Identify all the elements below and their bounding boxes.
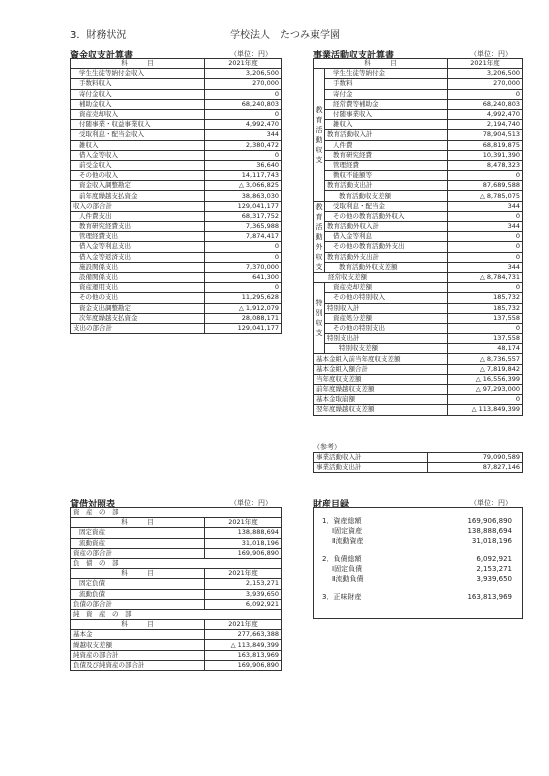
table-row — [71, 191, 282, 201]
property-label: 3．正味財産 — [322, 593, 362, 601]
row-label: 負債の部合計 — [71, 599, 205, 609]
row-label: 管理経費支出 — [71, 232, 205, 242]
table-row — [71, 589, 282, 599]
table-row — [314, 140, 523, 150]
table-row — [71, 609, 282, 619]
col-year-header: 2021年度 — [205, 59, 282, 69]
table-row — [314, 160, 523, 170]
row-label: その他の支出 — [71, 293, 205, 303]
summary-value: △ 97,293,000 — [448, 385, 523, 395]
reference-table — [313, 452, 523, 473]
row-value: 31,018,196 — [205, 538, 282, 548]
row-value: 7,874,417 — [205, 232, 282, 242]
table-row — [71, 262, 282, 272]
property-value: 31,018,196 — [471, 537, 512, 545]
row-label: 寄付金 — [325, 89, 448, 99]
cashflow-title: 資金収支計算書 — [70, 51, 134, 61]
balance-table — [70, 507, 282, 671]
row-label: 受取利息・配当金 — [325, 201, 448, 211]
table-row — [71, 242, 282, 252]
row-value: 129,041,177 — [205, 201, 282, 211]
table-row — [71, 579, 282, 589]
row-label: 教育活動外収入計 — [325, 222, 448, 232]
table-row — [71, 630, 282, 640]
row-label: 教育活動収支差額 — [325, 191, 448, 201]
row-label: 固定負債 — [71, 579, 205, 589]
row-value: 3,939,650 — [205, 589, 282, 599]
property-list — [313, 507, 523, 619]
row-label: その他の教育活動外支出 — [325, 242, 448, 252]
table-row — [71, 528, 282, 538]
table-row — [314, 344, 523, 354]
table-row — [314, 293, 523, 303]
row-label: その他の教育活動外収入 — [325, 211, 448, 221]
property-value: 163,813,969 — [467, 593, 512, 601]
row-label: 資産の部合計 — [71, 548, 205, 558]
table-row — [314, 323, 523, 333]
reference-label: 事業活動収入計 — [314, 453, 428, 463]
row-label: その他の特別収入 — [325, 293, 448, 303]
col-year-header: 2021年度 — [448, 59, 523, 69]
reference-value: 87,827,146 — [427, 463, 522, 473]
row-value: 0 — [205, 252, 282, 262]
row-value: 344 — [448, 262, 523, 272]
table-row — [71, 79, 282, 89]
property-title: 財産目録 — [313, 500, 350, 510]
property-label: Ⅰ固定資産 — [332, 527, 363, 535]
row-value: 11,295,628 — [205, 293, 282, 303]
row-label: 管理経費 — [325, 160, 448, 170]
table-row — [71, 508, 282, 518]
row-label: 借入金等返済支出 — [71, 252, 205, 262]
table-row — [71, 69, 282, 79]
table-row — [71, 283, 282, 293]
row-label: 補助金収入 — [71, 99, 205, 109]
table-row — [314, 364, 523, 374]
table-row — [314, 130, 523, 140]
row-label: 前年度繰越支払資金 — [71, 191, 205, 201]
row-label: 寄付金収入 — [71, 89, 205, 99]
section-label-edu: 教育活動収支 — [314, 69, 325, 201]
summary-label: 基本金組入前当年度収支差額 — [314, 354, 448, 364]
row-label: 教育研究経費支出 — [71, 222, 205, 232]
table-row — [314, 334, 523, 344]
row-value: 138,888,694 — [205, 528, 282, 538]
row-label: 雑収入 — [325, 120, 448, 130]
row-label: 雑収入 — [71, 140, 205, 150]
row-label: 資金収入調整勘定 — [71, 181, 205, 191]
row-label: 付随事業・収益事業収入 — [71, 120, 205, 130]
table-row — [314, 232, 523, 242]
row-value: 7,370,000 — [205, 262, 282, 272]
table-row — [71, 201, 282, 211]
property-label: Ⅱ流動負債 — [332, 575, 364, 583]
table-row — [314, 201, 523, 211]
row-label: 資金支出調整勘定 — [71, 303, 205, 313]
row-value: 0 — [448, 323, 523, 333]
property-value: 2,153,271 — [476, 565, 512, 573]
balance-title: 貸借対照表 — [70, 500, 116, 510]
row-label: 支出の部合計 — [71, 323, 205, 333]
table-row — [71, 232, 282, 242]
table-row — [314, 211, 523, 221]
row-label: 徴収不能額等 — [325, 171, 448, 181]
row-label: 資産売却差額 — [325, 283, 448, 293]
row-value: 0 — [448, 283, 523, 293]
property-label: 2．負債総額 — [322, 555, 362, 563]
table-row — [314, 242, 523, 252]
row-value: 0 — [448, 89, 523, 99]
table-row — [314, 89, 523, 99]
summary-label: 基本金取崩額 — [314, 395, 448, 405]
property-value: 6,092,921 — [476, 555, 512, 563]
activity-unit: （単位：円） — [470, 50, 512, 58]
row-value: 0 — [448, 232, 523, 242]
row-value: 3,206,500 — [448, 69, 523, 79]
summary-value: △ 8,736,557 — [448, 354, 523, 364]
property-line — [322, 526, 512, 536]
row-value: 48,174 — [448, 344, 523, 354]
row-label: 受取利息・配当金収入 — [71, 130, 205, 140]
table-row — [314, 354, 523, 364]
table-row — [71, 323, 282, 333]
row-label: 施設関係支出 — [71, 262, 205, 272]
section-title: 3．財務状況 — [70, 30, 127, 41]
row-value: 4,992,470 — [205, 120, 282, 130]
row-label: 資産売却収入 — [71, 109, 205, 119]
table-row — [314, 453, 523, 463]
row-label: 収入の部合計 — [71, 201, 205, 211]
table-row — [314, 272, 523, 282]
table-row — [71, 222, 282, 232]
row-value: 0 — [448, 252, 523, 262]
table-row — [71, 569, 282, 579]
table-row — [71, 640, 282, 650]
row-value: △ 1,912,079 — [205, 303, 282, 313]
row-label: 基本金 — [71, 630, 205, 640]
col-item-header: 科 目 — [314, 59, 448, 69]
table-row — [314, 171, 523, 181]
col-item-header: 科 目 — [71, 569, 205, 579]
row-value: 277,663,388 — [205, 630, 282, 640]
row-value: 129,041,177 — [205, 323, 282, 333]
activity-title: 事業活動収支計算書 — [313, 51, 395, 61]
section-header: 純 資 産 の 部 — [71, 609, 282, 619]
property-line — [322, 516, 512, 526]
row-label: 固定資産 — [71, 528, 205, 538]
row-value: 7,365,988 — [205, 222, 282, 232]
row-label: 学生生徒等納付金 — [325, 69, 448, 79]
table-row — [314, 303, 523, 313]
table-row — [71, 171, 282, 181]
table-row — [314, 150, 523, 160]
row-label: 経常費等補助金 — [325, 99, 448, 109]
row-label: 学生生徒等納付金収入 — [71, 69, 205, 79]
col-year-header: 2021年度 — [205, 569, 282, 579]
table-row — [71, 140, 282, 150]
property-label: Ⅱ流動資産 — [332, 537, 364, 545]
row-value: 68,240,803 — [205, 99, 282, 109]
table-row — [71, 518, 282, 528]
row-value: 0 — [448, 242, 523, 252]
row-label: 前受金収入 — [71, 160, 205, 170]
summary-label: 翌年度繰越収支差額 — [314, 405, 448, 415]
property-label: Ⅰ固定負債 — [332, 565, 363, 573]
row-value: 3,206,500 — [205, 69, 282, 79]
row-value: 0 — [448, 211, 523, 221]
row-label: 教育活動支出計 — [325, 181, 448, 191]
table-row — [71, 599, 282, 609]
table-row — [314, 191, 523, 201]
table-row — [314, 405, 523, 415]
table-row — [71, 211, 282, 221]
table-row — [71, 538, 282, 548]
row-value: 2,194,740 — [448, 120, 523, 130]
row-label: 資産処分差額 — [325, 313, 448, 323]
table-row — [71, 650, 282, 660]
row-label: 教育研究経費 — [325, 150, 448, 160]
row-label: 手数料 — [325, 79, 448, 89]
property-label: 1．資産総額 — [322, 517, 362, 525]
row-value: 68,819,875 — [448, 140, 523, 150]
row-value: 137,558 — [448, 334, 523, 344]
row-value: 68,240,803 — [448, 99, 523, 109]
table-row — [314, 252, 523, 262]
reference-label: （参考） — [313, 443, 341, 451]
row-value: 169,906,890 — [205, 660, 282, 670]
table-row — [71, 620, 282, 630]
ordinary-balance-label: 経常収支差額 — [314, 272, 448, 282]
property-line — [322, 536, 512, 546]
row-value: 78,904,513 — [448, 130, 523, 140]
row-value: △ 113,849,399 — [205, 640, 282, 650]
row-label: 特別収入計 — [325, 303, 448, 313]
row-value: 2,153,271 — [205, 579, 282, 589]
summary-value: 0 — [448, 395, 523, 405]
row-label: 借入金等利息支出 — [71, 242, 205, 252]
table-row — [314, 463, 523, 473]
row-value: 36,640 — [205, 160, 282, 170]
cashflow-table — [70, 58, 282, 334]
table-row — [71, 99, 282, 109]
table-row — [314, 262, 523, 272]
row-label: 教育活動収入計 — [325, 130, 448, 140]
row-value: 87,689,588 — [448, 181, 523, 191]
row-label: 人件費支出 — [71, 211, 205, 221]
table-row — [71, 293, 282, 303]
summary-label: 基本金組入額合計 — [314, 364, 448, 374]
section-header: 資 産 の 部 — [71, 508, 282, 518]
table-row — [71, 130, 282, 140]
row-value: 185,732 — [448, 303, 523, 313]
reference-value: 79,090,589 — [427, 453, 522, 463]
row-value: 185,732 — [448, 293, 523, 303]
table-row — [71, 313, 282, 323]
summary-label: 当年度収支差額 — [314, 374, 448, 384]
property-value: 3,939,650 — [476, 575, 512, 583]
row-label: その他の収入 — [71, 171, 205, 181]
row-label: その他の特別支出 — [325, 323, 448, 333]
table-row — [314, 395, 523, 405]
table-row — [71, 548, 282, 558]
row-value: 270,000 — [448, 79, 523, 89]
table-row — [314, 99, 523, 109]
row-label: 手数料収入 — [71, 79, 205, 89]
table-row — [314, 313, 523, 323]
col-item-header: 科 目 — [71, 620, 205, 630]
property-line — [322, 574, 512, 584]
row-value: 344 — [448, 222, 523, 232]
row-value: 6,092,921 — [205, 599, 282, 609]
table-row — [314, 374, 523, 384]
table-row — [71, 272, 282, 282]
row-value: 0 — [205, 283, 282, 293]
table-row — [314, 69, 523, 79]
col-item-header: 科 目 — [71, 518, 205, 528]
col-item-header: 科 目 — [71, 59, 205, 69]
row-value: 0 — [205, 89, 282, 99]
property-value: 169,906,890 — [467, 517, 512, 525]
row-value: 270,000 — [205, 79, 282, 89]
table-row — [71, 181, 282, 191]
row-label: 付随事業収入 — [325, 109, 448, 119]
table-row — [71, 109, 282, 119]
row-value: 0 — [205, 150, 282, 160]
row-value: 4,992,470 — [448, 109, 523, 119]
row-label: 人件費 — [325, 140, 448, 150]
summary-value: △ 16,556,399 — [448, 374, 523, 384]
row-label: 教育活動外収支差額 — [325, 262, 448, 272]
row-value: 2,380,472 — [205, 140, 282, 150]
row-value: 68,317,752 — [205, 211, 282, 221]
row-label: 借入金等利息 — [325, 232, 448, 242]
reference-label: 事業活動支出計 — [314, 463, 428, 473]
section-label-nonedu: 教育活動外収支 — [315, 202, 323, 271]
ordinary-balance-value: △ 8,784,731 — [448, 272, 523, 282]
row-value: 0 — [205, 109, 282, 119]
table-row — [71, 558, 282, 568]
property-line — [322, 592, 512, 602]
table-row — [314, 283, 523, 293]
row-label: 流動資産 — [71, 538, 205, 548]
section-label-special: 特別収支 — [314, 283, 325, 354]
row-value: 163,813,969 — [205, 650, 282, 660]
row-value: 641,300 — [205, 272, 282, 282]
row-value: 0 — [205, 242, 282, 252]
table-row — [71, 89, 282, 99]
table-row — [314, 79, 523, 89]
summary-value: △ 7,819,842 — [448, 364, 523, 374]
table-row — [314, 385, 523, 395]
table-row — [71, 160, 282, 170]
table-row — [71, 150, 282, 160]
row-value: △ 3,066,825 — [205, 181, 282, 191]
row-label: 純資産の部合計 — [71, 650, 205, 660]
property-unit: （単位：円） — [470, 499, 512, 507]
cashflow-unit: （単位：円） — [230, 50, 272, 58]
row-value: 14,117,743 — [205, 171, 282, 181]
table-row — [71, 252, 282, 262]
table-row — [71, 120, 282, 130]
table-row — [314, 222, 523, 232]
row-label: 資産運用支出 — [71, 283, 205, 293]
row-value: 38,863,030 — [205, 191, 282, 201]
property-line — [322, 554, 512, 564]
col-year-header: 2021年度 — [205, 620, 282, 630]
row-label: 次年度繰越支払資金 — [71, 313, 205, 323]
row-label: 繰越収支差額 — [71, 640, 205, 650]
col-year-header: 2021年度 — [205, 518, 282, 528]
row-value: 137,558 — [448, 313, 523, 323]
row-label: 設備関係支出 — [71, 272, 205, 282]
row-label: 特別収支差額 — [325, 344, 448, 354]
row-label: 流動負債 — [71, 589, 205, 599]
row-value: 344 — [448, 201, 523, 211]
row-value: 10,391,390 — [448, 150, 523, 160]
row-value: △ 8,785,075 — [448, 191, 523, 201]
table-row — [71, 660, 282, 670]
organization-name: 学校法人 たつみ東学園 — [230, 30, 340, 41]
row-label: 特別支出計 — [325, 334, 448, 344]
table-row — [314, 181, 523, 191]
row-value: 8,478,323 — [448, 160, 523, 170]
row-value: 0 — [448, 171, 523, 181]
property-value: 138,888,694 — [467, 527, 512, 535]
table-row — [314, 120, 523, 130]
row-value: 169,906,890 — [205, 548, 282, 558]
row-value: 344 — [205, 130, 282, 140]
table-row — [314, 109, 523, 119]
row-label: 借入金等収入 — [71, 150, 205, 160]
activity-table — [313, 58, 523, 416]
property-line — [322, 564, 512, 574]
summary-value: △ 113,849,399 — [448, 405, 523, 415]
row-label: 教育活動外支出計 — [325, 252, 448, 262]
row-value: 28,088,171 — [205, 313, 282, 323]
row-label: 負債及び純資産の部合計 — [71, 660, 205, 670]
section-header: 負 債 の 部 — [71, 558, 282, 568]
table-row — [71, 303, 282, 313]
summary-label: 前年度繰越収支差額 — [314, 385, 448, 395]
balance-unit: （単位：円） — [230, 499, 272, 507]
